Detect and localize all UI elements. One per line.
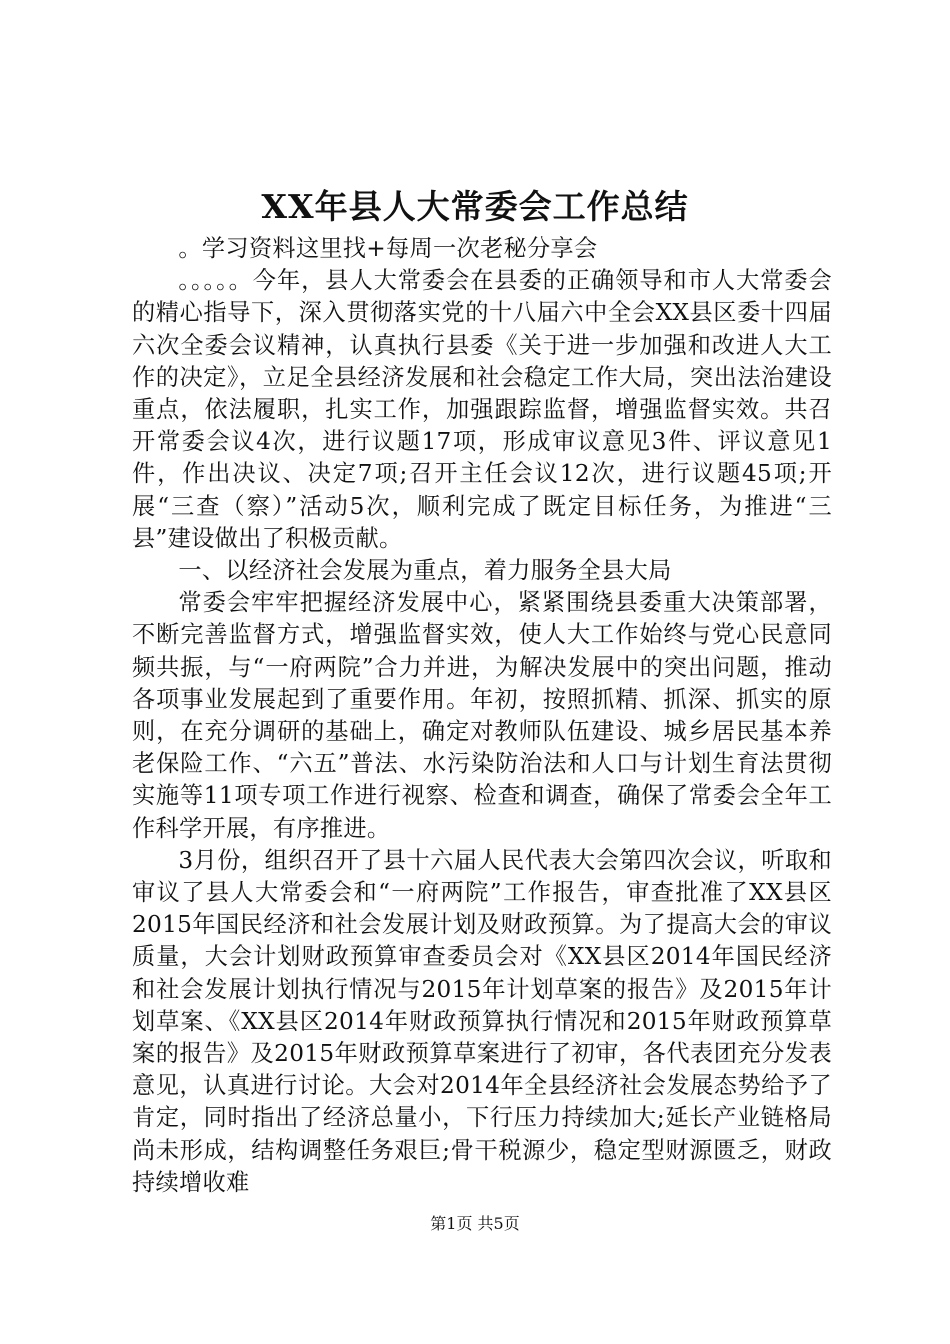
document-body <box>132 233 832 1199</box>
paragraph-intro-note: 。学习资料这里找+每周一次老秘分享会 <box>178 235 598 262</box>
paragraph-march-session: 3月份，组织召开了县十六届人民代表大会第四次会议，听取和审议了县人大常委会和“一府两院”工作报告，审查批准了XX县区2015年国民经济和社会发展计划及财政预算。为了提高大会的审议质量，大会计划财政预算审查委员会对《XX县区2014年国民经济和社会发展计划执行情况与2015年计划草案的报告》及2015年计划草案、《XX县区2014年财政预算执行情况和2015年财政预算草案的报告》及2015年财政预算草案进行了初审，各代表团充分发表意见，认真进行讨论。大会对2014年全县经济社会发展态势给予了肯定，同时指出了经济总量小，下行压力持续加大;延长产业链格局尚未形成，结构调整任务艰巨;骨干税源少，稳定型财源匮乏，财政持续增收难 <box>132 846 832 1196</box>
document-title: XX年县人大常委会工作总结 <box>261 187 689 226</box>
page-footer: 第1页 共5页 <box>430 1214 520 1233</box>
paragraph-summary: 。。。。。今年，县人大常委会在县委的正确领导和市人大常委会的精心指导下，深入贯彻落实党的十八届六中全会XX县区委十四届六次全委会议精神，认真执行县委《关于进一步加强和改进人大工作的决定》，立足全县经济发展和社会稳定工作大局，突出法治建设重点，依法履职，扎实工作，加强跟踪监督，增强监督实效。共召开常委会议4次，进行议题17项，形成审议意见3件、评议意见1件，作出决议、决定7项;召开主任会议12次，进行议题45项;开展“三查（察）”活动5次，顺利完成了既定目标任务，为推进“三县”建设做出了积极贡献。 <box>132 267 832 552</box>
section-heading-1: 一、以经济社会发展为重点，着力服务全县大局 <box>178 557 672 585</box>
paragraph-economic-focus: 常委会牢牢把握经济发展中心，紧紧围绕县委重大决策部署，不断完善监督方式，增强监督实效，使人大工作始终与党心民意同频共振，与“一府两院”合力并进，为解决发展中的突出问题，推动各项事业发展起到了重要作用。年初，按照抓精、抓深、抓实的原则，在充分调研的基础上，确定对教师队伍建设、城乡居民基本养老保险工作、“六五”普法、水污染防治法和人口与计划生育法贯彻实施等11项专项工作进行视察、检查和调查，确保了常委会全年工作科学开展，有序推进。 <box>132 589 832 842</box>
